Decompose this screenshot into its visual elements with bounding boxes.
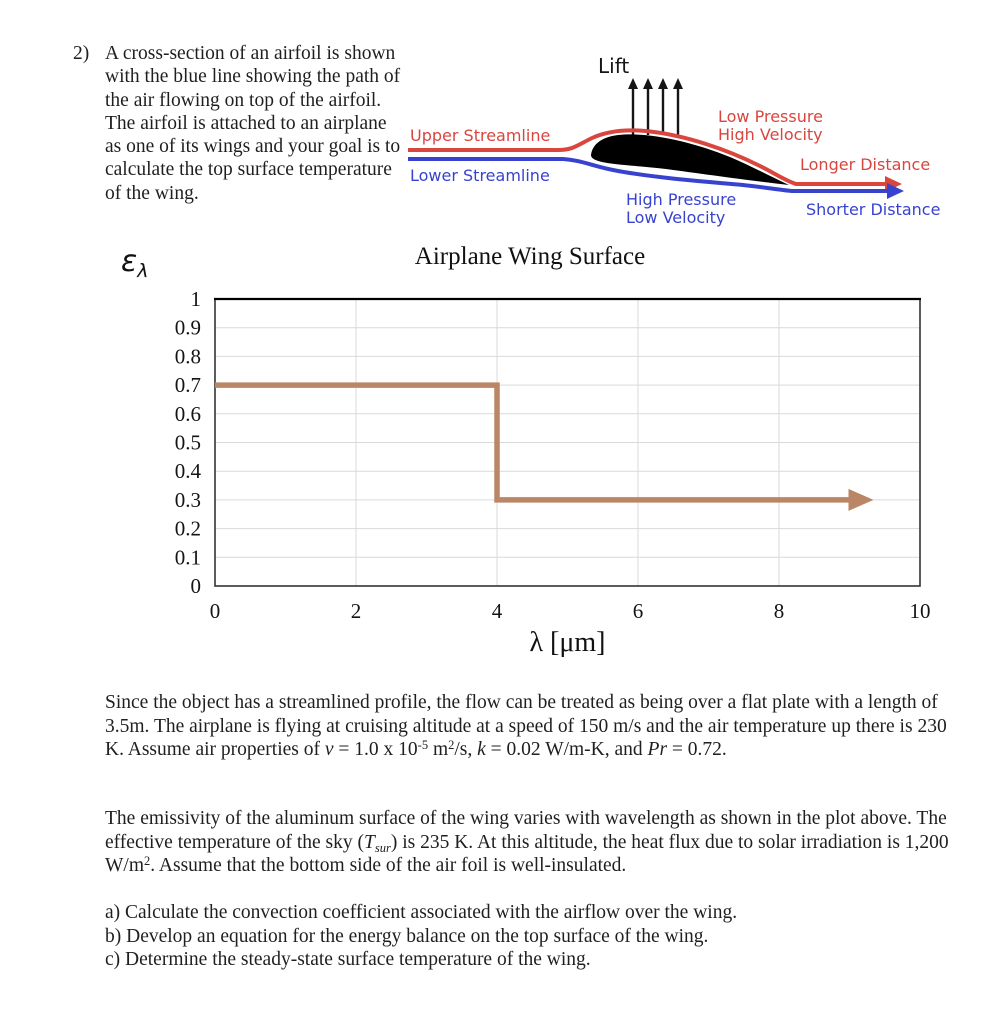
emissivity-chart bbox=[100, 240, 960, 640]
questions-block bbox=[105, 901, 950, 972]
high-pressure-label-line2: Low Velocity bbox=[626, 208, 726, 227]
lambda-subscript: λ bbox=[137, 260, 149, 282]
problem-number: 2) bbox=[73, 43, 90, 64]
pr-symbol: Pr bbox=[647, 739, 668, 760]
paragraph-emissivity-conditions bbox=[105, 807, 950, 878]
chart-title: Airplane Wing Surface bbox=[414, 243, 646, 270]
chart-x-axis-label: λ [μm] bbox=[529, 627, 606, 658]
question-a: a) Calculate the convection coefficient associated with the airflow over the wing. bbox=[105, 902, 738, 923]
lower-streamline-label: Lower Streamline bbox=[410, 166, 550, 185]
p1-text: = 0.72. bbox=[667, 739, 727, 760]
subscript-sur: sur bbox=[374, 840, 391, 855]
longer-distance-label: Longer Distance bbox=[800, 155, 931, 174]
p1-text: m bbox=[428, 739, 449, 760]
low-pressure-label-line1: Low Pressure bbox=[718, 107, 823, 126]
x-tick-label: 4 bbox=[491, 599, 503, 623]
y-tick-label: 0.6 bbox=[174, 401, 201, 426]
high-pressure-label-line1: High Pressure bbox=[626, 190, 737, 209]
problem-statement: A cross-section of an airfoil is shown with the blue line showing the path of the air flowing on top of the airfoil. The airfoil is attached to an airplane as one of its wings and your goal is to calculate the top surface temperature of the wing. bbox=[105, 43, 401, 204]
x-tick-label: 10 bbox=[909, 599, 931, 623]
t-symbol: T bbox=[363, 831, 375, 853]
p1-text: = 1.0 x 10 bbox=[333, 739, 418, 760]
p2-text: . Assume that the bottom side of the air foil is well-insulated. bbox=[150, 855, 627, 876]
lift-arrows bbox=[633, 88, 678, 135]
upper-streamline-label: Upper Streamline bbox=[410, 126, 551, 145]
y-tick-label: 0.5 bbox=[174, 430, 201, 455]
y-tick-label: 0.9 bbox=[174, 315, 201, 340]
y-tick-label: 0.8 bbox=[174, 344, 201, 369]
exponent: 2 bbox=[144, 854, 151, 868]
epsilon-symbol: ε bbox=[121, 244, 138, 279]
y-tick-label: 1 bbox=[190, 287, 201, 311]
low-pressure-label-line2: High Velocity bbox=[718, 125, 823, 144]
lift-label: Lift bbox=[598, 54, 630, 78]
x-tick-label: 0 bbox=[209, 599, 221, 623]
p1-text: /s, bbox=[454, 739, 478, 760]
exponent: 2 bbox=[448, 738, 455, 752]
x-tick-label: 2 bbox=[350, 599, 362, 623]
y-tick-label: 0.4 bbox=[174, 459, 201, 484]
y-tick-label: 0.1 bbox=[174, 545, 201, 570]
p2-text: The emissivity of the aluminum surface of the wing varies with wavelength as shown in the plot above. The effective temperature of the sky ( bbox=[105, 808, 947, 853]
x-tick-label: 6 bbox=[632, 599, 644, 623]
x-tick-label: 8 bbox=[773, 599, 785, 623]
p1-text: Since the object has a streamlined profile, the flow can be treated as being over a flat plate with a length of 3.5m. The airplane is flying at cruising altitude at a speed of 150 m/s and the air temperature up there is 230 K. Assume air properties of bbox=[105, 692, 947, 760]
problem-block bbox=[73, 42, 407, 205]
question-b: b) Develop an equation for the energy balance on the top surface of the wing. bbox=[105, 925, 709, 947]
question-c: c) Determine the steady-state surface temperature of the wing. bbox=[105, 949, 591, 970]
y-tick-label: 0 bbox=[190, 574, 201, 598]
nu-symbol: ν bbox=[324, 739, 334, 760]
paragraph-flow-conditions bbox=[105, 691, 950, 762]
k-symbol: k bbox=[477, 739, 486, 760]
shorter-distance-label: Shorter Distance bbox=[806, 200, 941, 219]
p1-text: = 0.02 W/m-K, and bbox=[485, 739, 648, 760]
y-tick-label: 0.3 bbox=[174, 487, 201, 512]
y-tick-label: 0.7 bbox=[174, 373, 201, 398]
y-tick-label: 0.2 bbox=[174, 516, 201, 541]
airfoil-diagram bbox=[398, 38, 943, 243]
p2-text: ) is 235 K. At this altitude, the heat flux due to solar irradiation is 1,200 W/m bbox=[105, 831, 949, 876]
exponent: -5 bbox=[417, 738, 429, 752]
